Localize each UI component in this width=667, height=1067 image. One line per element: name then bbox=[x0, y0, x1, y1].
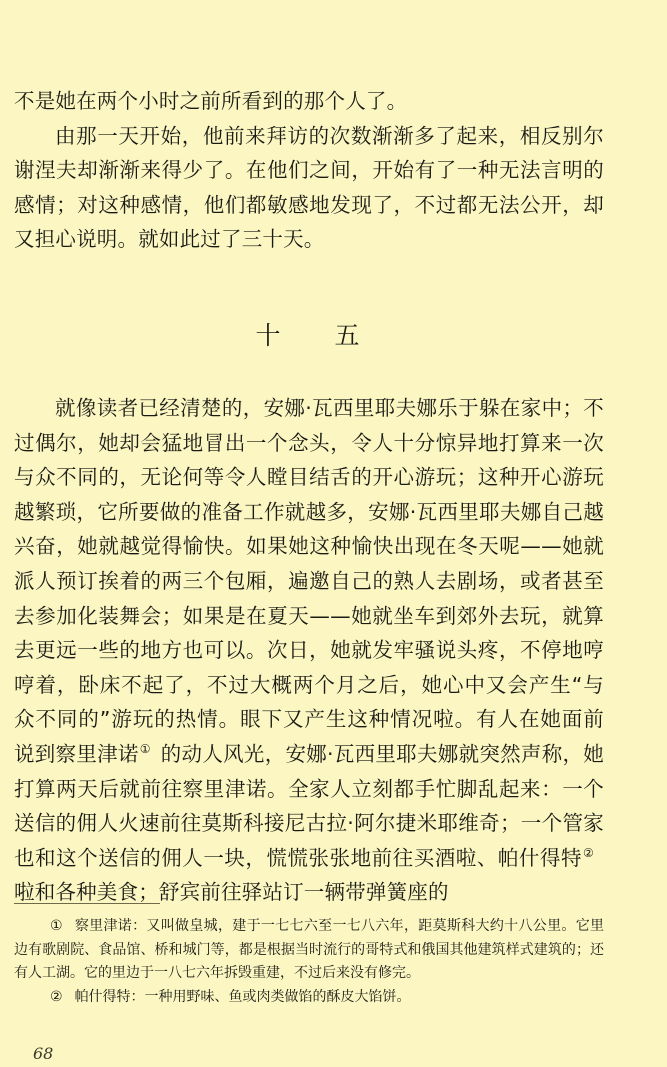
footnote-marker: ① bbox=[50, 918, 63, 934]
paragraph-text-part: 的动人风光，安娜·瓦西里耶夫娜就突然声称，她打算两天后就前往察里津诺。全家人立刻都手忙脚乱起来：一个送信的佣人火速前往莫斯科接尼古拉·阿尔捷米耶维奇；一个管家也和这个送信的佣人一块，慌慌张张地前往买酒啦、帕什得特 bbox=[14, 741, 604, 870]
chapter-title: 十 五 bbox=[255, 321, 362, 350]
paragraph-text-part: 就像读者已经清楚的，安娜·瓦西里耶夫娜乐于躲在家中；不过偶尔，她却会猛地冒出一个念头，令人十分惊异地打算来一次与众不同的，无论何等令人瞠目结舌的开心游玩；这种开心游玩越繁琐，它所要做的准备工作就越多，安娜·瓦西里耶夫娜自己越兴奋，她就越觉得愉快。如果她这种愉快出现在冬天呢——她就派人预订挨着的两三个包厢，遍邀自己的熟人去剧场，或者甚至去参加化装舞会；如果是在夏天——她就坐车到郊外去玩，就算去更远一些的地方也可以。次日，她就发牢骚说头疼，不停地哼哼着，卧床不起了，不过大概两个月之后，她心中又会产生“与众不同的”游玩的热情。眼下又产生这种情况啦。有人在她面前说到察里津诺 bbox=[14, 396, 604, 766]
paragraph: 由那一天开始，他前来拜访的次数渐渐多了起来，相反别尔谢涅夫却渐渐来得少了。在他们之间，开始有了一种无法言明的感情；对这种感情，他们都敏感地发现了，不过都无法公开，却又担心说明。就如此过了三十天。 bbox=[14, 123, 604, 252]
paragraph-text-part: 啦和各种美食；舒宾前往驿站订一辆带弹簧座的 bbox=[14, 880, 449, 905]
previous-chapter-ending bbox=[14, 84, 604, 257]
footnote-divider bbox=[14, 903, 160, 904]
footnote-ref-2: ② bbox=[583, 845, 594, 860]
footnote-2 bbox=[14, 986, 604, 1010]
footnote-text: 察里津诺：又叫做皇城，建于一七七六至一七八六年，距莫斯科大约十八公里。它里边有歌剧院、食品馆、桥和城门等，都是根据当时流行的哥特式和俄国其他建筑样式建筑的；还有人工湖。它的里边于一八七六年拆毁重建，不过后来没有修完。 bbox=[14, 918, 605, 982]
footnote-marker: ② bbox=[50, 988, 63, 1005]
chapter-body bbox=[14, 391, 604, 910]
paragraph bbox=[14, 391, 604, 910]
footnotes bbox=[14, 915, 604, 1009]
footnote-ref-1: ① bbox=[139, 742, 151, 757]
footnote-1 bbox=[14, 915, 604, 986]
page-number: 68 bbox=[33, 1044, 54, 1063]
paragraph-continuation: 不是她在两个小时之前所看到的那个人了。 bbox=[14, 89, 408, 113]
footnote-text: 帕什得特：一种用野味、鱼或肉类做馅的酥皮大馅饼。 bbox=[74, 988, 411, 1005]
